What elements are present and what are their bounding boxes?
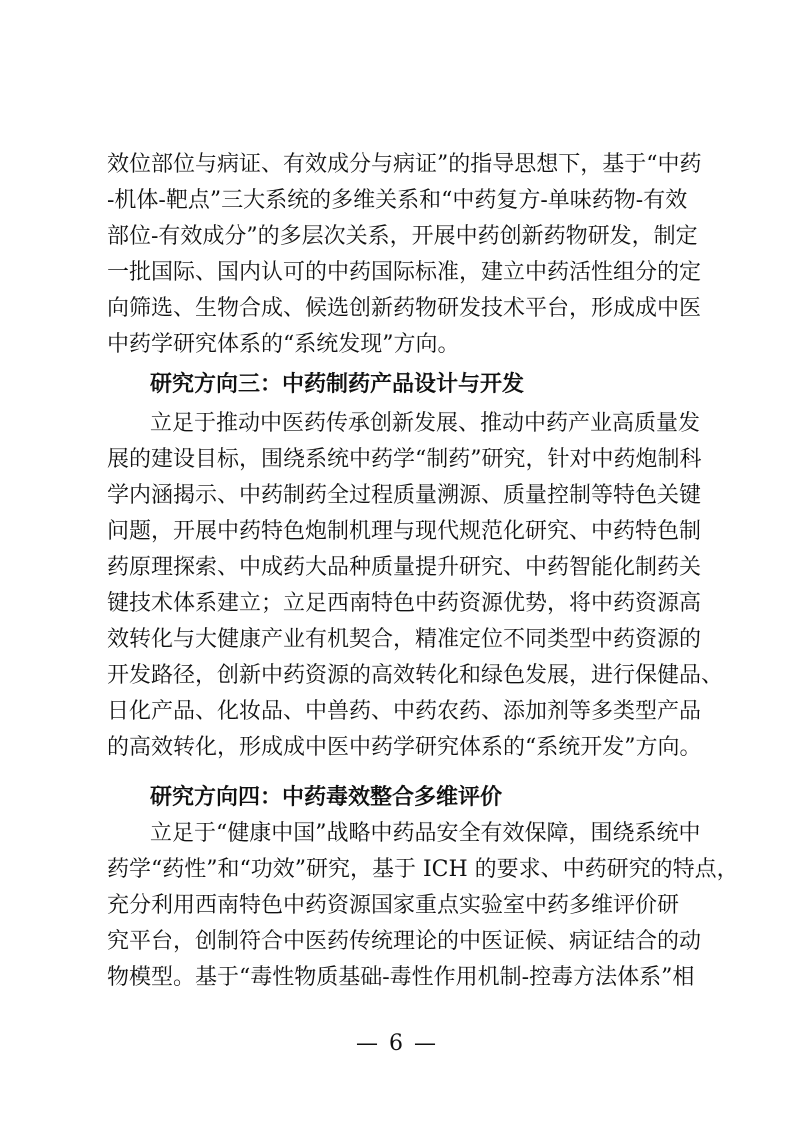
paragraph-2-line-10: 的高效转化，形成成中医中药学研究体系的“系统开发”方向。	[107, 735, 702, 760]
paragraph-2-line-4: 问题，开展中药特色炮制机理与现代规范化研究、中药特色制	[107, 519, 702, 544]
paragraph-3-line-2: 药学“药性”和“功效”研究，基于 ICH 的要求、中药研究的特点，	[107, 857, 739, 882]
paragraph-3-line-4: 究平台，创制符合中医药传统理论的中医证候、病证结合的动	[107, 929, 702, 954]
paragraph-2-line-2: 展的建设目标，围绕系统中药学“制药”研究，针对中药炮制科	[107, 447, 702, 472]
paragraph-3-line-3: 充分利用西南特色中药资源国家重点实验室中药多维评价研	[107, 893, 680, 918]
paragraph-1-line-6: 中药学研究体系的“系统发现”方向。	[107, 332, 460, 357]
paragraph-2-line-5: 药原理探索、中成药大品种质量提升研究、中药智能化制药关	[107, 555, 702, 580]
paragraph-2-line-1: 立足于推动中医药传承创新发展、推动中药产业高质量发	[150, 411, 701, 436]
paragraph-1-line-5: 向筛选、生物合成、候选创新药物研发技术平台，形成成中医	[107, 296, 702, 321]
section-heading-direction-3: 研究方向三：中药制药产品设计与开发	[150, 372, 525, 397]
paragraph-2-line-3: 学内涵揭示、中药制药全过程质量溯源、质量控制等特色关键	[107, 483, 702, 508]
paragraph-1-line-2: -机体-靶点”三大系统的多维关系和“中药复方-单味药物-有效	[107, 188, 688, 213]
paragraph-2-line-7: 效转化与大健康产业有机契合，精准定位不同类型中药资源的	[107, 627, 702, 652]
paragraph-3-line-1: 立足于“健康中国”战略中药品安全有效保障，围绕系统中	[150, 821, 701, 846]
section-heading-direction-4: 研究方向四：中药毒效整合多维评价	[150, 785, 503, 810]
page-number: — 6 —	[356, 1031, 438, 1056]
paragraph-2-line-6: 键技术体系建立；立足西南特色中药资源优势，将中药资源高	[107, 591, 702, 616]
paragraph-1-line-1: 效位部位与病证、有效成分与病证”的指导思想下，基于“中药	[107, 152, 702, 177]
paragraph-1-line-3: 部位-有效成分”的多层次关系，开展中药创新药物研发，制定	[107, 224, 698, 249]
paragraph-3-line-5: 物模型。基于“毒性物质基础-毒性作用机制-控毒方法体系”相	[107, 965, 695, 990]
paragraph-1-line-4: 一批国际、国内认可的中药国际标准，建立中药活性组分的定	[107, 260, 702, 285]
paragraph-2-line-8: 开发路径，创新中药资源的高效转化和绿色发展，进行保健品、	[107, 663, 724, 688]
paragraph-2-line-9: 日化产品、化妆品、中兽药、中药农药、添加剂等多类型产品	[107, 699, 702, 724]
